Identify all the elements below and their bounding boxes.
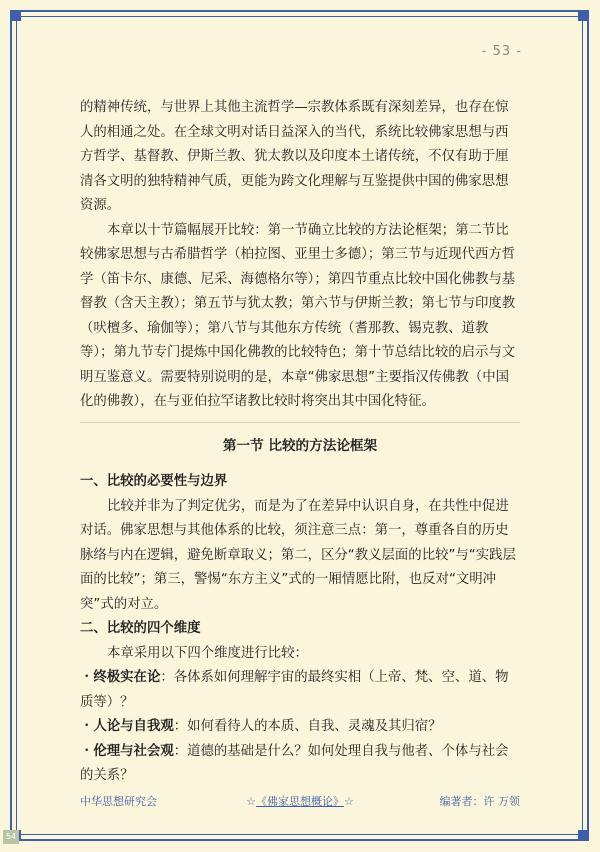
bullet-term: 终极实在论 <box>93 670 161 685</box>
bullet-text: ：道德的基础是什么？如何处理自我与他者、个体与社会的关系？ <box>80 743 509 783</box>
footer-organization: 中华思想研究会 <box>80 795 157 808</box>
border-corner <box>578 10 589 21</box>
bullet-text: ：如何看待人的本质、自我、灵魂及其归宿？ <box>173 719 442 734</box>
subsection-text-1: 比较并非为了判定优劣，而是为了在差异中认识自身，在共性中促进对话。佛家思想与其他体系的比较，须注意三点：第一，尊重各自的历史脉络与内在逻辑，避免断章取义；第二，区分“教义层面的比较”与“实践层面的比较”；第三，警惕“东方主义”式的一厢情愿比附，也反对“文明冲突”式的对立。 <box>80 498 516 612</box>
border-corner <box>578 830 589 841</box>
section-divider <box>80 422 520 423</box>
subsection-heading-2: 二、比较的四个维度 <box>80 621 201 636</box>
document-body <box>80 96 520 789</box>
star-icon: ☆ <box>246 795 256 808</box>
bullet-marker: ・ <box>80 743 94 759</box>
section-title: 第一节 比较的方法论框架 <box>222 437 378 454</box>
list-item <box>80 740 520 789</box>
paragraph-intro-1: 的精神传统，与世界上其他主流哲学—宗教体系既有深刻差异，也存在惊人的相通之处。在全球文明对话日益深入的当代，系统比较佛家思想与西方哲学、基督教、伊斯兰教、犹太教以及印度本土诸传统，不仅有助于厘清各文明的独特精神气质，更能为跨文化理解与互鉴提供中国的佛家思想资源。 <box>80 100 509 213</box>
page-thumbnail-badge[interactable]: 54 <box>3 830 19 844</box>
bullet-marker: ・ <box>80 670 94 685</box>
bullet-text: ：各体系如何理解宇宙的最终实相（上帝、梵、空、道、物质等）？ <box>80 670 509 710</box>
bullet-term: 人论与自我观 <box>93 719 174 734</box>
book-title-link[interactable]: 《佛家思想概论》 <box>256 795 344 808</box>
star-icon: ☆ <box>344 795 354 808</box>
bullet-marker: ・ <box>80 719 94 734</box>
subsection-intro-2: 本章采用以下四个维度进行比较： <box>107 645 308 661</box>
border-corner <box>10 10 21 21</box>
page-footer <box>80 793 520 811</box>
list-item <box>80 666 520 715</box>
bullet-term: 伦理与社会观 <box>93 743 174 759</box>
list-item <box>80 715 520 740</box>
footer-author: 编著者：许 万领 <box>439 795 520 808</box>
page-number: - 53 - <box>481 44 522 59</box>
subsection-heading-1: 一、比较的必要性与边界 <box>80 474 228 489</box>
paragraph-intro-2: 本章以十节篇幅展开比较：第一节确立比较的方法论框架；第二节比较佛家思想与古希腊哲学（柏拉图、亚里士多德）；第三节与近现代西方哲学（笛卡尔、康德、尼采、海德格尔等）；第四节重点比较中国化佛教与基督教（含天主教）；第五节与犹太教；第六节与伊斯兰教；第七节与印度教（吠檀多、瑜伽等）；第八节与其他东方传统（耆那教、锡克教、道教等）；第九节专门提炼中国化佛教的比较特色；第十节总结比较的启示与文明互鉴意义。需要特别说明的是，本章“佛家思想”主要指汉传佛教（中国化的佛教），在与亚伯拉罕诸教比较时将突出其中国化特征。 <box>80 222 516 409</box>
